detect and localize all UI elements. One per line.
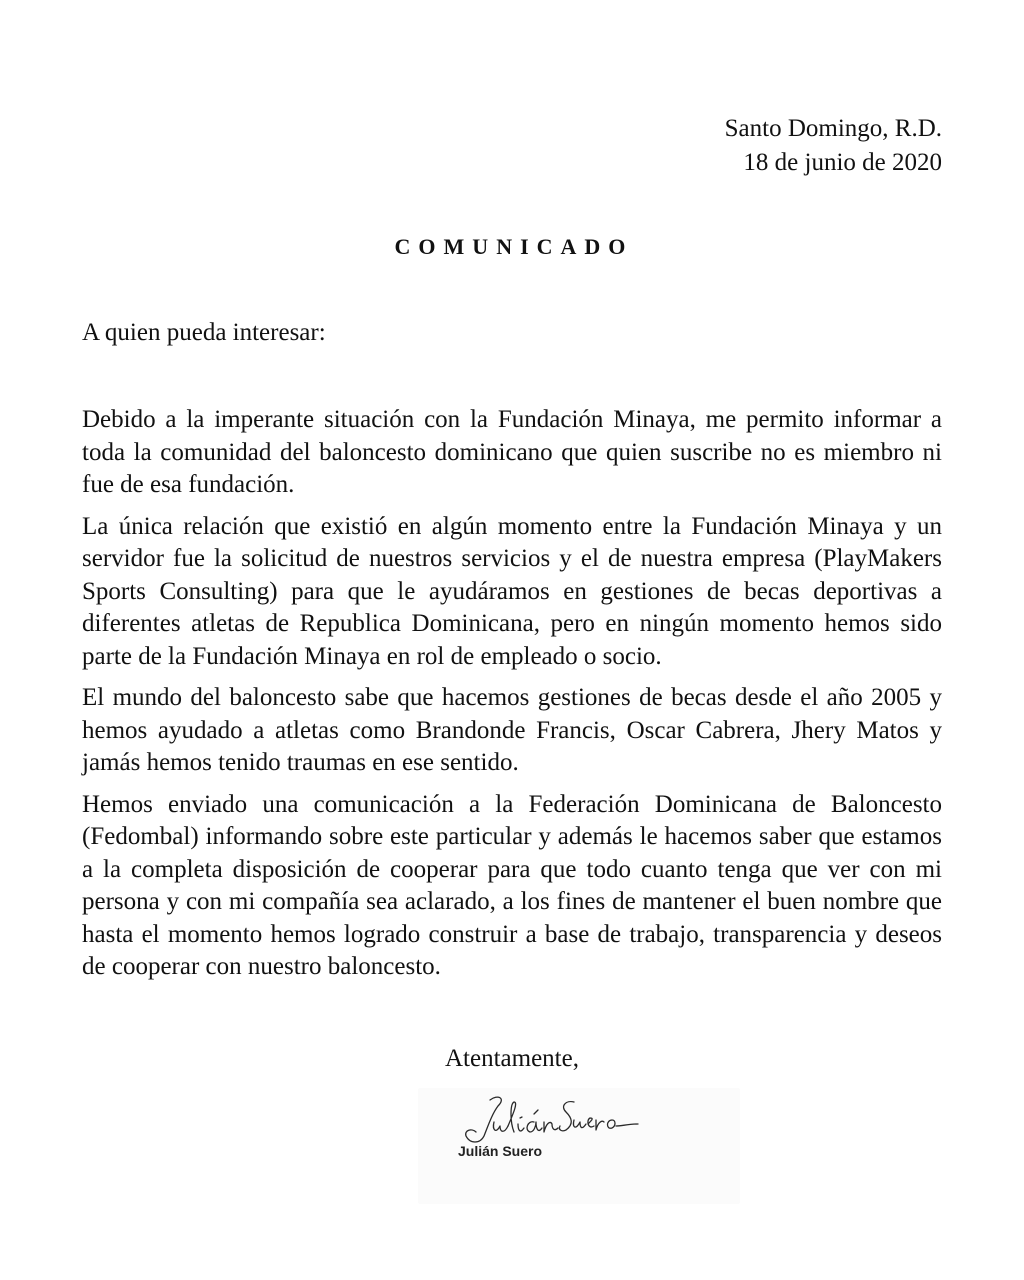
signer-name: Julián Suero [458,1143,543,1159]
place-date-block [725,112,942,180]
paragraph-1: Debido a la imperante situación con la Fundación Minaya, me permito informar a toda la comunidad del baloncesto dominicano que quien suscribe no es miembro ni fue de esa fundación. [82,406,942,498]
document-title: COMUNICADO [394,234,634,259]
letter-body [82,404,942,993]
paragraph-4: Hemos enviado una comunicación a la Federación Dominicana de Baloncesto (Fedombal) informando sobre este particular y además le hacemos saber que estamos a la completa disposición de cooperar para que todo cuanto tenga que ver con mi persona y con mi compañía sea aclarado, a los fines de mantener el buen nombre que hasta el momento hemos logrado construir a base de trabajo, transparencia y deseos de cooperar con nuestro baloncesto. [82,790,942,980]
salutation: A quien pueda interesar: [82,319,326,346]
signature-block [418,1088,740,1204]
place-line: Santo Domingo, R.D. [724,115,942,142]
date-line: 18 de junio de 2020 [743,149,942,176]
closing: Atentamente, [445,1045,579,1072]
paragraph-2: La única relación que existió en algún momento entre la Fundación Minaya y un servidor fue la solicitud de nuestros servicios y el de nuestra empresa (PlayMakers Sports Consulting) para que le ayudáramos en gestiones de becas deportivas a diferentes atletas de Republica Dominicana, pero en ningún momento hemos sido parte de la Fundación Minaya en rol de empleado o socio. [82,512,942,670]
handwritten-signature [462,1092,642,1148]
paragraph-3: El mundo del baloncesto sabe que hacemos gestiones de becas desde el año 2005 y hemos ayudado a atletas como Brandonde Francis, Oscar Cabrera, Jhery Matos y jamás hemos tenido traumas en ese sentido. [82,684,942,776]
